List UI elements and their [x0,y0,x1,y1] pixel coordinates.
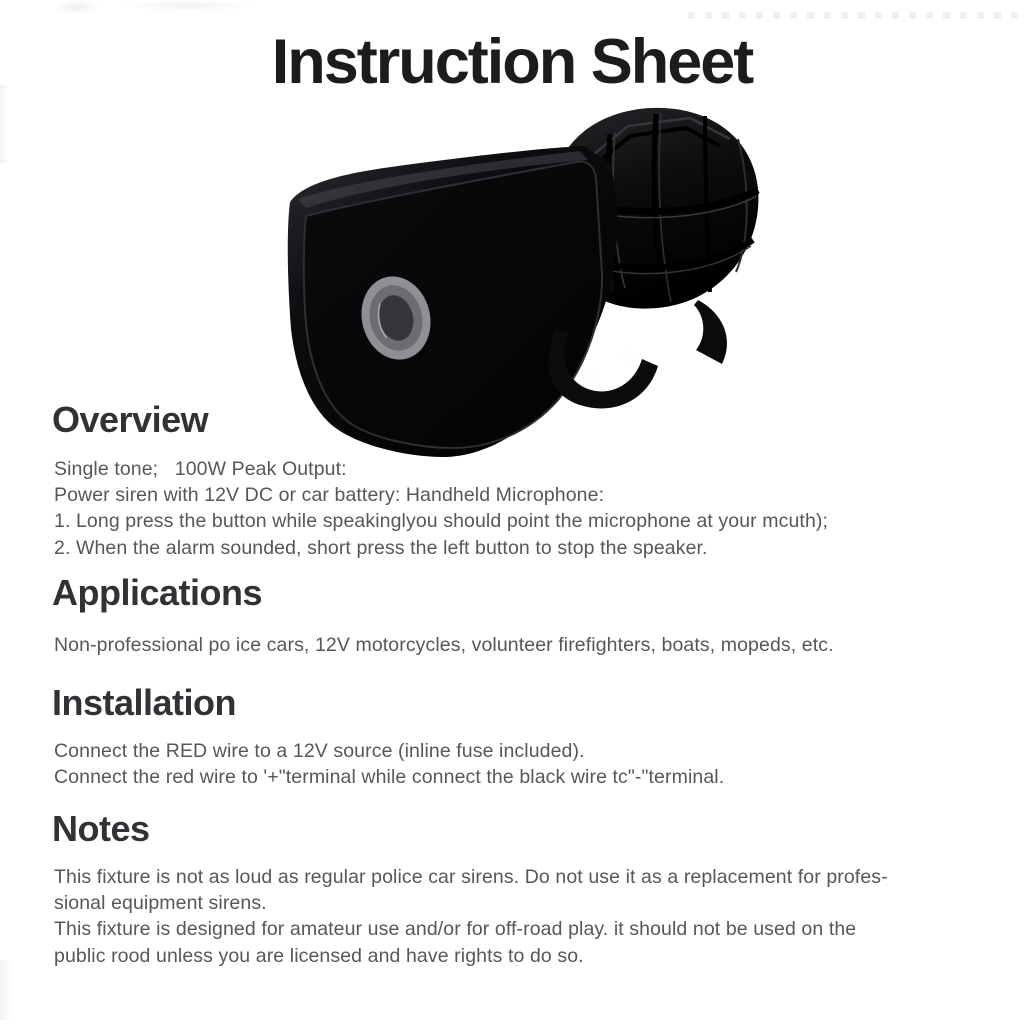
scan-artifact-smudge [0,960,11,1020]
body-line: Single tone; 100W Peak Output: [54,458,347,480]
section-body-overview [54,456,984,561]
scan-artifact-dashes [688,12,1020,19]
scan-artifact-smudge [54,0,100,14]
body-line: Power siren with 12V DC or car battery: Handheld Microphone: [54,484,605,507]
body-line: public rood unless you are licensed and have rights to do so. [54,944,584,967]
body-line: Connect the red wire to '+"terminal while connect the black wire tc"-"terminal. [54,766,725,789]
body-line: 1. Long press the button while speakinglyou should point the microphone at your mcuth); [54,510,828,533]
section-heading-notes: Notes [52,808,150,849]
section-body-applications [54,632,984,658]
body-line: sional equipment sirens. [54,892,267,915]
scan-artifact-smudge [118,0,258,11]
page-title: Instruction Sheet [271,27,753,97]
section-body-installation [54,738,984,790]
siren-product-image [258,104,766,472]
body-line: 2. When the alarm sounded, short press the left button to stop the speaker. [54,536,708,559]
section-heading-installation: Installation [52,682,237,723]
section-body-notes [54,864,984,969]
body-line: This fixture is not as loud as regular police car sirens. Do not use it as a replacement for profes- [54,866,888,888]
body-line: This fixture is designed for amateur use and/or for off-road play. it should not be used on the [54,918,857,941]
section-heading-applications: Applications [52,572,263,613]
body-line: Connect the RED wire to a 12V source (inline fuse included). [54,740,585,762]
section-heading-overview: Overview [52,399,209,440]
siren-horn-illustration [258,104,766,472]
body-line: Non-professional po ice cars, 12V motorcycles, volunteer firefighters, boats, mopeds, etc. [54,634,834,656]
